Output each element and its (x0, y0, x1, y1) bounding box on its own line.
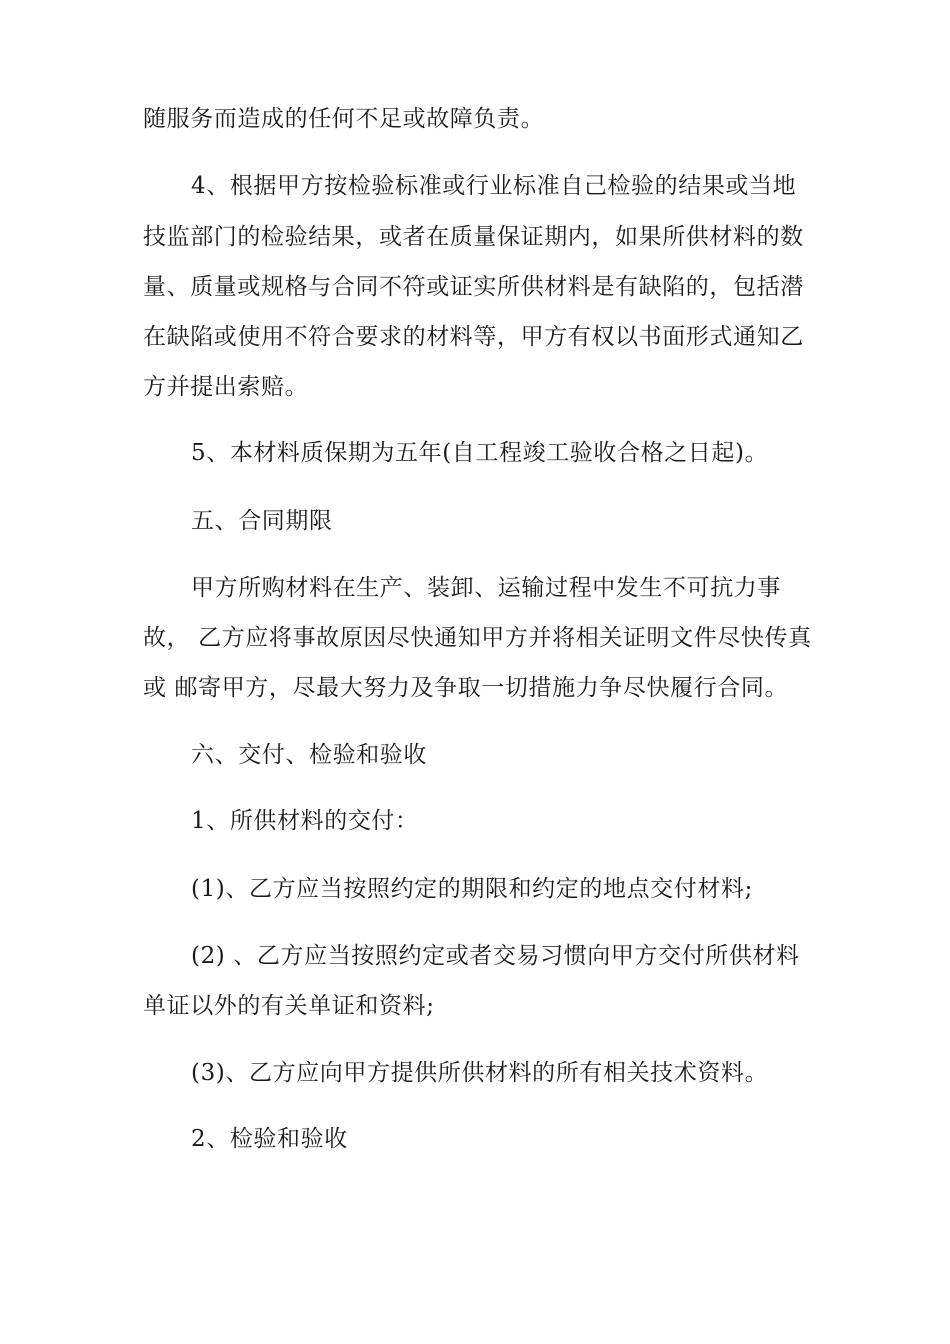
clause-5: 5、本材料质保期为五年(自工程竣工验收合格之日起)。 (191, 440, 769, 466)
paragraph-force-majeure-line-1: 甲方所购材料在生产、装卸、运输过程中发生不可抗力事 (191, 575, 781, 601)
clause-6-1-item-1: (1)、乙方应当按照约定的期限和约定的地点交付材料; (191, 876, 753, 902)
section-heading-6: 六、交付、检验和验收 (191, 742, 427, 768)
clause-4-line-1: 4、根据甲方按检验标准或行业标准自己检验的结果或当地 (191, 173, 797, 199)
section-heading-5: 五、合同期限 (191, 508, 333, 534)
clause-6-1-item-2-line-2: 单证以外的有关单证和资料; (143, 993, 435, 1019)
clause-6-2-heading: 2、检验和验收 (191, 1126, 348, 1152)
clause-4-line-3: 量、质量或规格与合同不符或证实所供材料是有缺陷的，包括潜 (143, 274, 804, 300)
clause-6-1-heading: 1、所供材料的交付： (191, 808, 419, 834)
clause-4-line-2: 技监部门的检验结果，或者在质量保证期内，如果所供材料的数 (143, 224, 804, 250)
clause-4-line-4: 在缺陷或使用不符合要求的材料等，甲方有权以书面形式通知乙 (143, 324, 804, 350)
text-line-continuation: 随服务而造成的任何不足或故障负责。 (143, 106, 545, 132)
paragraph-force-majeure-line-3: 或 邮寄甲方，尽最大努力及争取一切措施力争尽快履行合同。 (143, 675, 789, 701)
clause-6-1-item-3: (3)、乙方应向甲方提供所供材料的所有相关技术资料。 (191, 1060, 769, 1086)
clause-6-1-item-2-line-1: (2) 、乙方应当按照约定或者交易习惯向甲方交付所供材料 (191, 943, 800, 969)
clause-4-line-5: 方并提出索赔。 (143, 374, 309, 400)
paragraph-force-majeure-line-2: 故， 乙方应将事故原因尽快通知甲方并将相关证明文件尽快传真 (143, 625, 812, 651)
